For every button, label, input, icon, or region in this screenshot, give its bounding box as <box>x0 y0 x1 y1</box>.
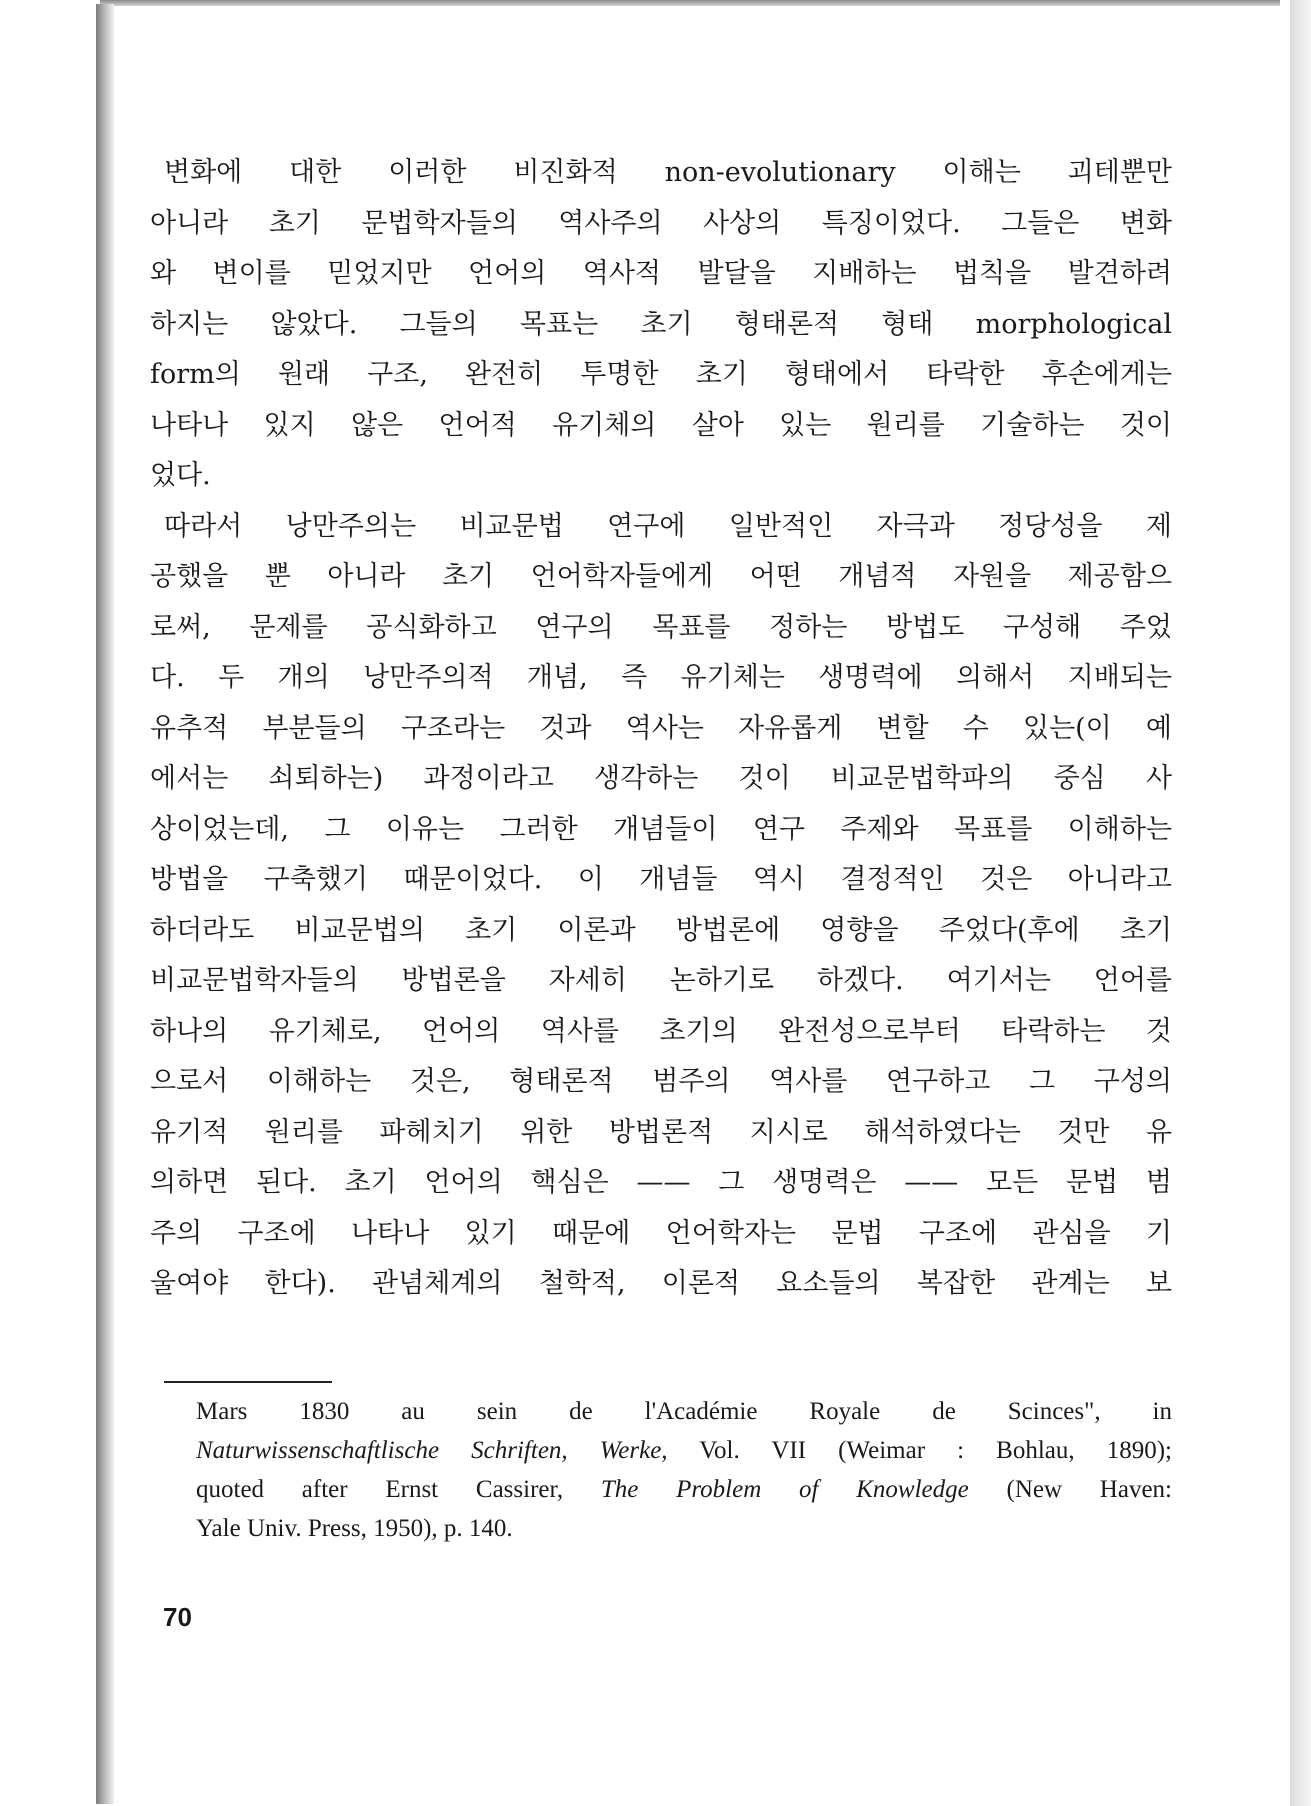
body-line: 다. 두 개의 낭만주의적 개념, 즉 유기체는 생명력에 의해서 지배되는 <box>150 662 1172 693</box>
body-line: 나타나 있지 않은 언어적 유기체의 살아 있는 원리를 기술하는 것이 <box>150 409 1172 441</box>
body-line: form의 원래 구조, 완전히 투명한 초기 형태에서 타락한 후손에게는 <box>150 359 1172 390</box>
body-line: 유추적 부분들의 구조라는 것과 역사는 자유롭게 변할 수 있는(이 예 <box>150 712 1172 744</box>
page-shadow-right <box>1290 0 1311 1806</box>
body-line: 비교문법학자들의 방법론을 자세히 논하기로 하겠다. 여기서는 언어를 <box>150 965 1172 996</box>
body-line: 방법을 구축했기 때문이었다. 이 개념들 역시 결정적인 것은 아니라고 <box>150 864 1172 895</box>
body-line: 울여야 한다). 관념체계의 철학적, 이론적 요소들의 복잡한 관계는 보 <box>150 1268 1172 1299</box>
footnote-text: (New Haven: <box>968 1476 1172 1503</box>
body-line: 의하면 된다. 초기 언어의 핵심은 —— 그 생명력은 —— 모든 문법 범 <box>150 1167 1172 1198</box>
page-number: 70 <box>163 1602 192 1632</box>
body-line: 으로서 이해하는 것은, 형태론적 범주의 역사를 연구하고 그 구성의 <box>150 1066 1172 1097</box>
footnote-line <box>196 1431 1172 1470</box>
footnote-line <box>196 1470 1172 1509</box>
body-text <box>150 148 1172 1310</box>
body-line: 하나의 유기체로, 언어의 역사를 초기의 완전성으로부터 타락하는 것 <box>150 1015 1172 1047</box>
footnote-italic-title: The Problem of Knowledge <box>600 1476 969 1503</box>
body-line: 하지는 않았다. 그들의 목표는 초기 형태론적 형태 morphological <box>150 308 1172 340</box>
footnote-text: quoted after Ernst Cassirer, <box>196 1476 601 1503</box>
footnote <box>196 1392 1172 1548</box>
body-line: 공했을 뿐 아니라 초기 언어학자들에게 어떤 개념적 자원을 제공함으 <box>150 561 1172 592</box>
footnote-line: Mars 1830 au sein de l'Académie Royale de Scinces", in <box>196 1398 1172 1425</box>
body-line: 었다. <box>150 460 211 491</box>
body-line: 아니라 초기 문법학자들의 역사주의 사상의 특징이었다. 그들은 변화 <box>150 207 1172 239</box>
body-line: 주의 구조에 나타나 있기 때문에 언어학자는 문법 구조에 관심을 기 <box>150 1217 1172 1249</box>
body-line: 에서는 쇠퇴하는) 과정이라고 생각하는 것이 비교문법학파의 중심 사 <box>150 763 1172 794</box>
body-line: 따라서 낭만주의는 비교문법 연구에 일반적인 자극과 정당성을 제 <box>164 510 1172 542</box>
body-line: 로써, 문제를 공식화하고 연구의 목표를 정하는 방법도 구성해 주었 <box>150 611 1172 643</box>
body-line: 유기적 원리를 파헤치기 위한 방법론적 지시로 해석하였다는 것만 유 <box>150 1116 1172 1148</box>
page-edge-left <box>96 4 114 1804</box>
body-line: 상이었는데, 그 이유는 그러한 개념들이 연구 주제와 목표를 이해하는 <box>150 813 1172 845</box>
body-line: 와 변이를 믿었지만 언어의 역사적 발달을 지배하는 법칙을 발견하려 <box>150 258 1172 289</box>
footnote-italic-title: Naturwissenschaftlische Schriften, Werke, <box>196 1437 668 1464</box>
footnote-divider <box>164 1381 332 1383</box>
body-line: 변화에 대한 이러한 비진화적 non-evolutionary 이해는 괴테뿐만 <box>164 157 1172 188</box>
body-line: 하더라도 비교문법의 초기 이론과 방법론에 영향을 주었다(후에 초기 <box>150 914 1172 946</box>
footnote-line: Yale Univ. Press, 1950), p. 140. <box>196 1515 513 1542</box>
footnote-text: Vol. VII (Weimar : Bohlau, 1890); <box>667 1437 1172 1464</box>
